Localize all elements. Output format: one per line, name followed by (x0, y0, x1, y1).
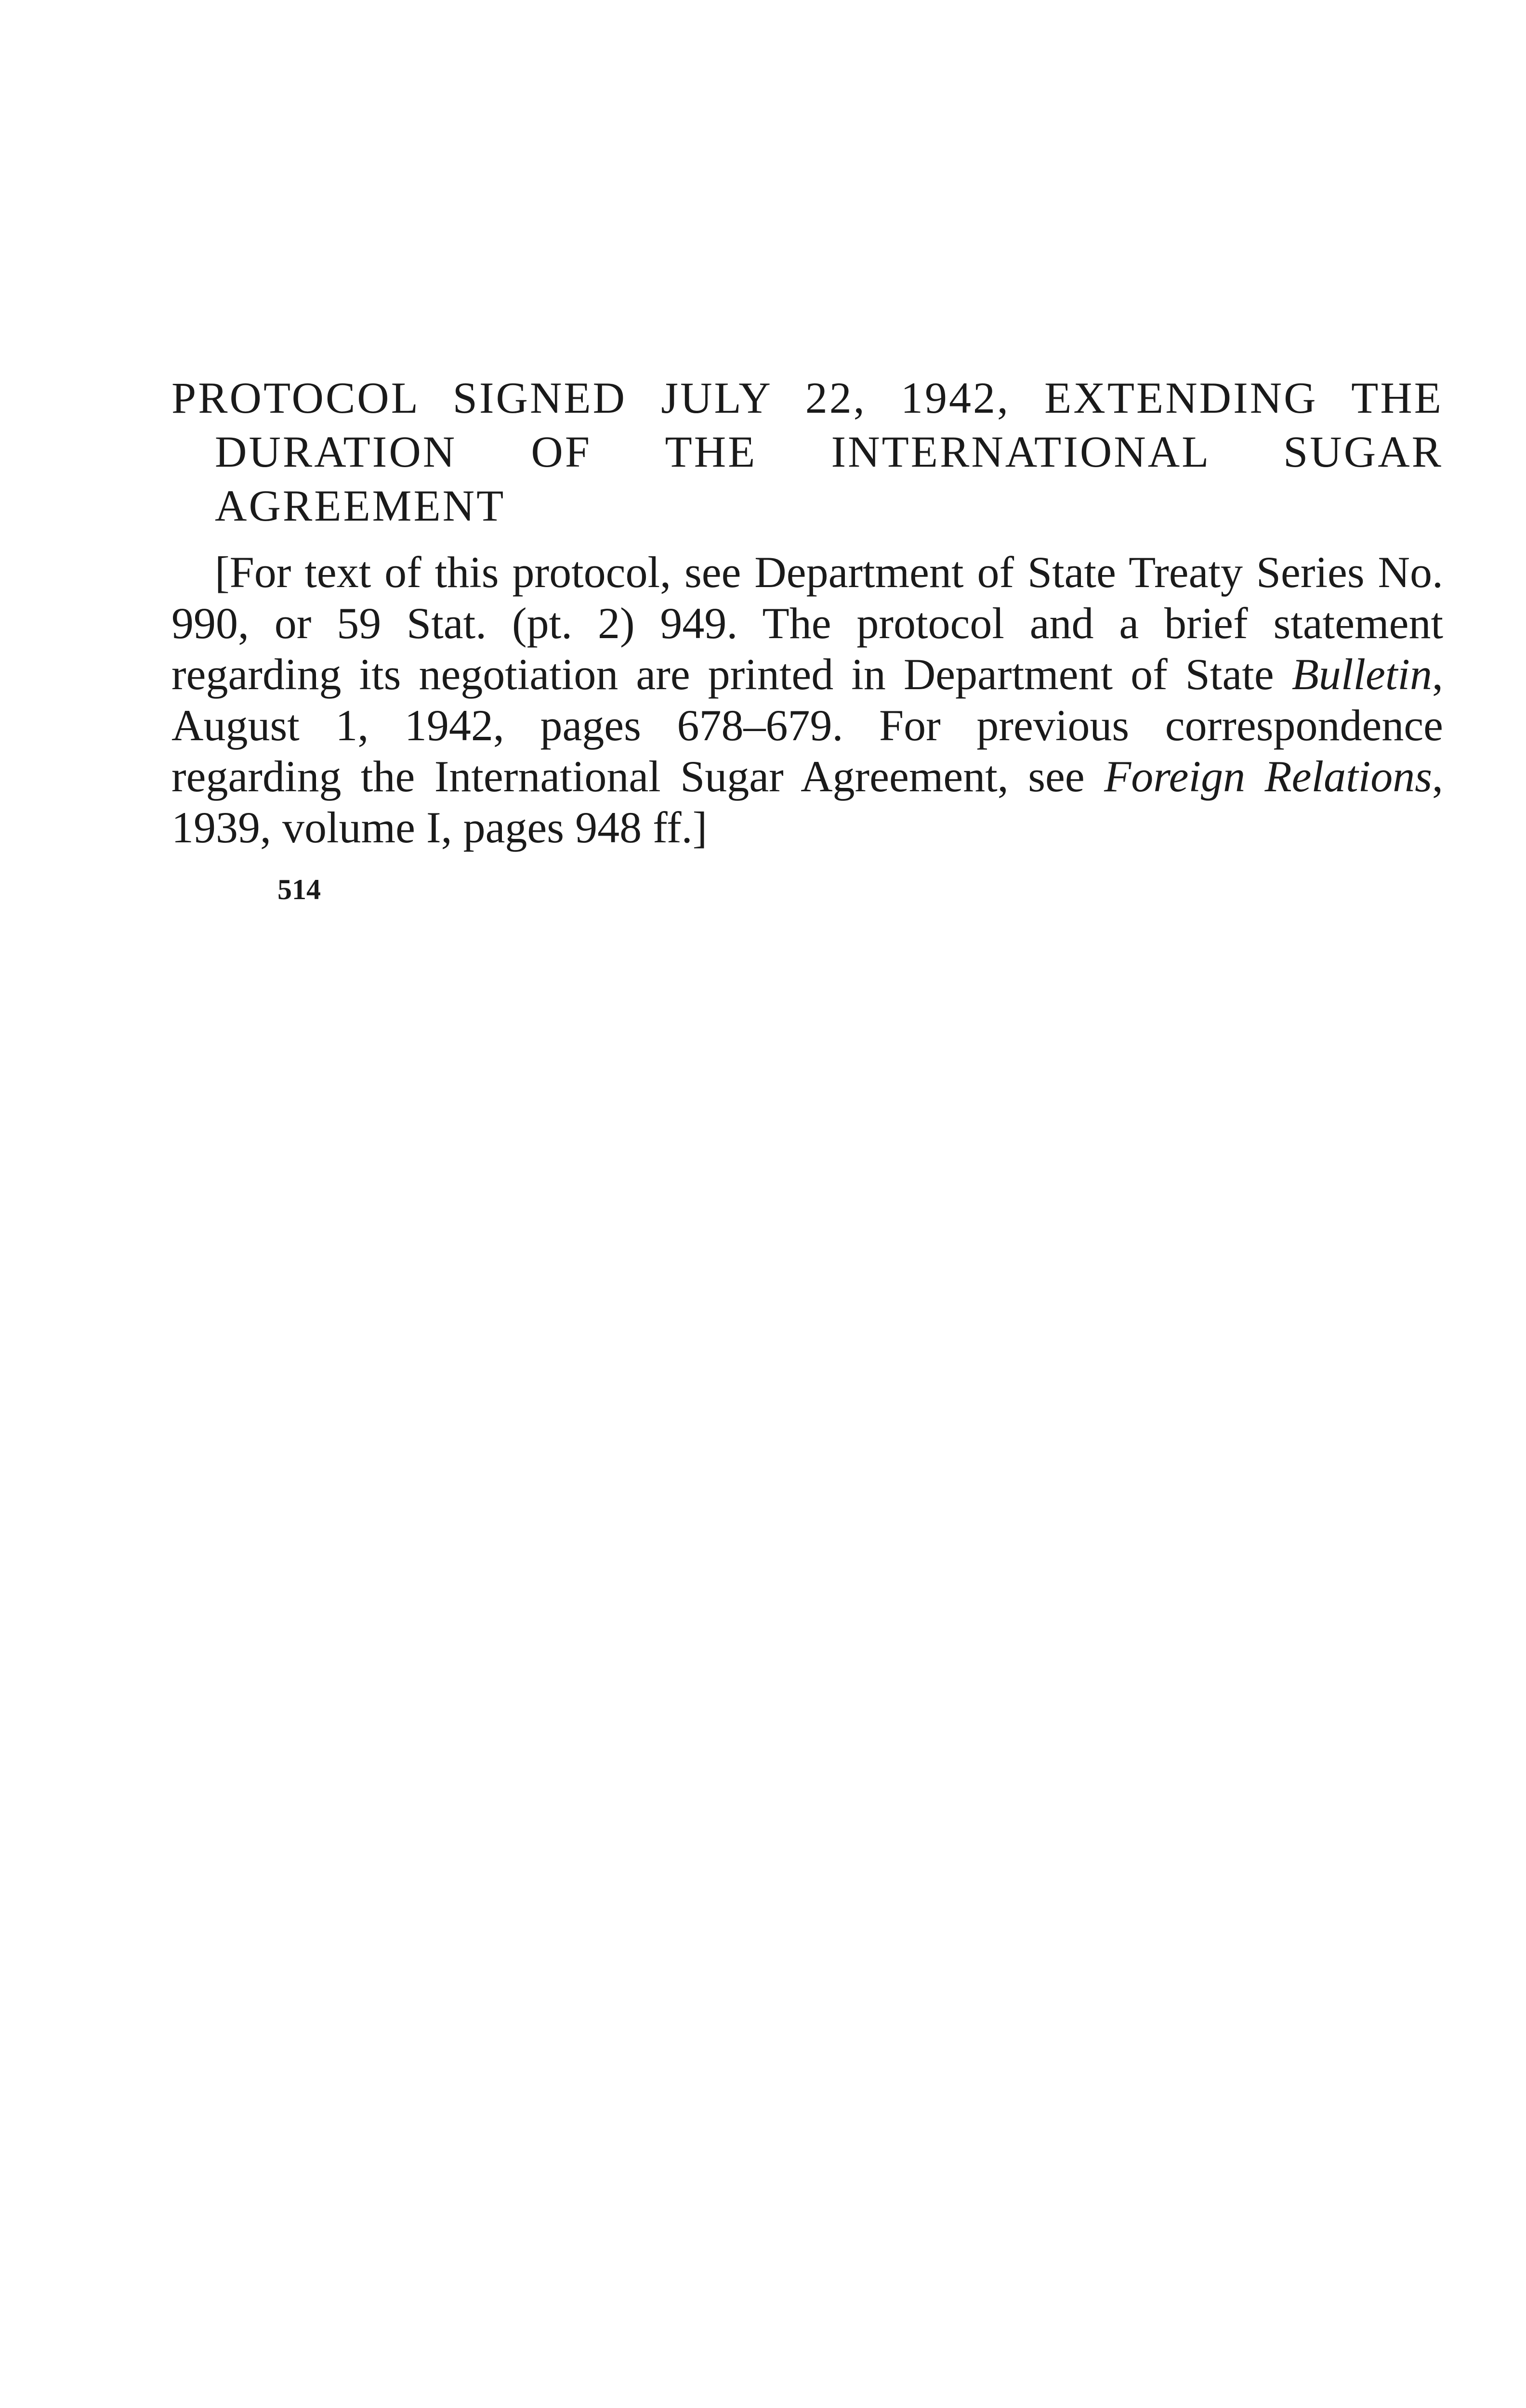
page-number: 514 (277, 874, 321, 905)
document-title: PROTOCOL SIGNED JULY 22, 1942, EXTENDING THE DURATION OF THE INTERNATIONAL SUGAR AGREEMENT (171, 373, 1443, 530)
editorial-note (171, 547, 1443, 853)
editorial-note-text-3: , 1939, volume I, pages 948 ff.] (171, 752, 1443, 852)
foreign-relations-title: Foreign Relations (1104, 752, 1432, 801)
bulletin-title: Bulletin (1291, 650, 1432, 699)
editorial-note-text-2: , August 1, 1942, pages 678–679. For previous correspondence regarding the International Sugar Agreement, see (171, 650, 1443, 801)
editorial-note-text-1: [For text of this protocol, see Department of State Treaty Series No. 990, or 59 Stat. (pt. 2) 949. The protocol and a brief statement regarding its negotiation are printed in Department of State (171, 548, 1443, 699)
